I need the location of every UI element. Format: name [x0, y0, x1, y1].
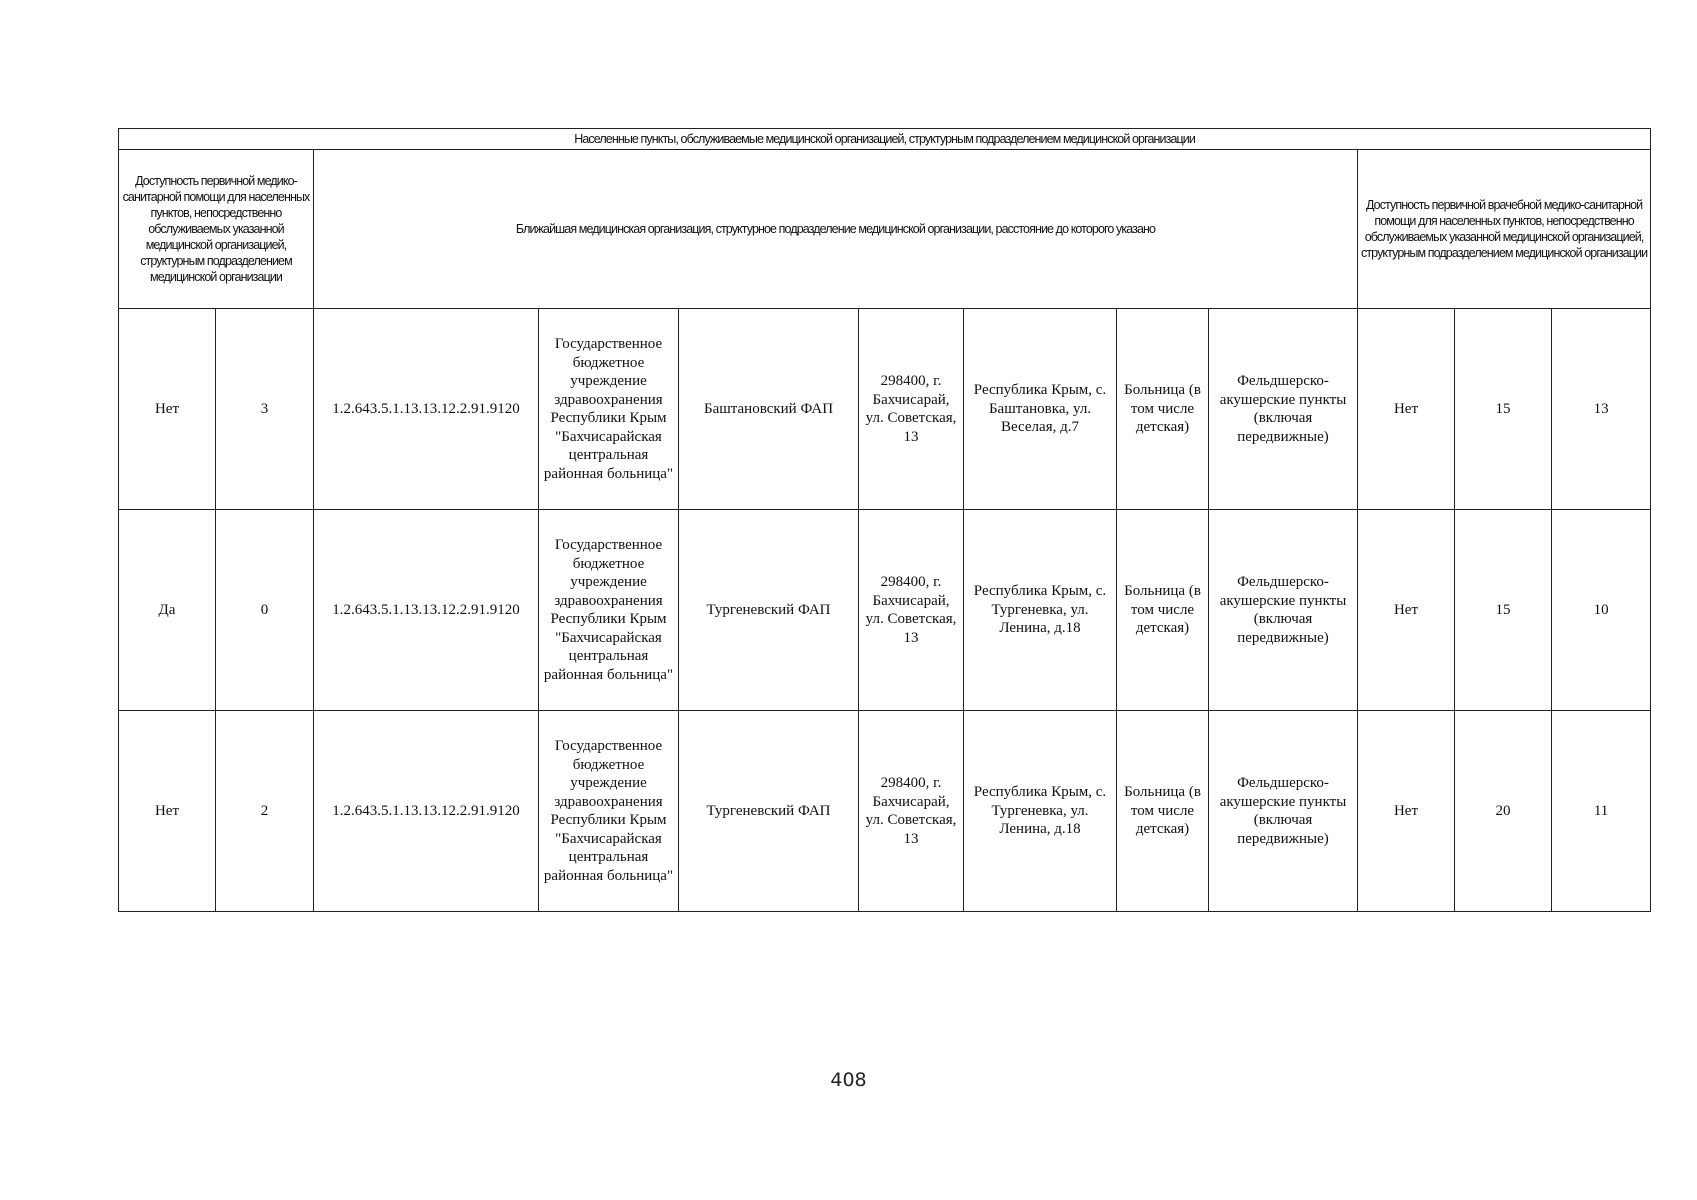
- cell-oid: 1.2.643.5.1.13.13.12.2.91.9120: [314, 711, 539, 912]
- header-primary-doctor-availability: Доступность первичной врачебной медико-санитарной помощи для населенных пунктов, непосредственно обслуживаемых указанной медицинской организацией, структурным подразделением медицинской организации: [1358, 150, 1651, 309]
- header-nearest-organization: Ближайшая медицинская организация, структурное подразделение медицинской организации, расстояние до которого указано: [314, 150, 1358, 309]
- cell-unit: Баштановский ФАП: [679, 309, 859, 510]
- cell-unit-address: Республика Крым, с. Тургеневка, ул. Ленина, д.18: [964, 510, 1117, 711]
- cell-org-address: 298400, г. Бахчисарай, ул. Советская, 13: [859, 711, 964, 912]
- cell-oid: 1.2.643.5.1.13.13.12.2.91.9120: [314, 510, 539, 711]
- cell-count: 2: [216, 711, 314, 912]
- cell-availability: Нет: [119, 309, 216, 510]
- page-number: 408: [830, 1069, 867, 1091]
- cell-unit-type: Фельдшерско-акушерские пункты (включая передвижные): [1209, 309, 1358, 510]
- table-row: [119, 309, 1651, 510]
- cell-value-2: 11: [1552, 711, 1651, 912]
- table-row: [119, 510, 1651, 711]
- cell-org-type: Больница (в том числе детская): [1117, 309, 1209, 510]
- table-row: [119, 711, 1651, 912]
- cell-value-2: 10: [1552, 510, 1651, 711]
- cell-unit-address: Республика Крым, с. Тургеневка, ул. Ленина, д.18: [964, 711, 1117, 912]
- table-top-header-row: [119, 129, 1651, 150]
- cell-value-1: 15: [1455, 309, 1552, 510]
- cell-primary-doctor-availability: Нет: [1358, 510, 1455, 711]
- cell-unit-address: Республика Крым, с. Баштановка, ул. Веселая, д.7: [964, 309, 1117, 510]
- cell-org-type: Больница (в том числе детская): [1117, 510, 1209, 711]
- header-primary-care-availability: Доступность первичной медико-санитарной помощи для населенных пунктов, непосредственно обслуживаемых указанной медицинской организацией, структурным подразделением медицинской организации: [119, 150, 314, 309]
- cell-unit: Тургеневский ФАП: [679, 711, 859, 912]
- cell-organization: Государственное бюджетное учреждение здравоохранения Республики Крым "Бахчисарайская центральная районная больница": [539, 309, 679, 510]
- cell-unit-type: Фельдшерско-акушерские пункты (включая передвижные): [1209, 711, 1358, 912]
- cell-availability: Да: [119, 510, 216, 711]
- cell-org-address: 298400, г. Бахчисарай, ул. Советская, 13: [859, 510, 964, 711]
- cell-org-type: Больница (в том числе детская): [1117, 711, 1209, 912]
- cell-value-1: 20: [1455, 711, 1552, 912]
- cell-primary-doctor-availability: Нет: [1358, 711, 1455, 912]
- cell-unit: Тургеневский ФАП: [679, 510, 859, 711]
- cell-unit-type: Фельдшерско-акушерские пункты (включая передвижные): [1209, 510, 1358, 711]
- cell-value-1: 15: [1455, 510, 1552, 711]
- cell-count: 0: [216, 510, 314, 711]
- cell-org-address: 298400, г. Бахчисарай, ул. Советская, 13: [859, 309, 964, 510]
- cell-primary-doctor-availability: Нет: [1358, 309, 1455, 510]
- cell-organization: Государственное бюджетное учреждение здравоохранения Республики Крым "Бахчисарайская центральная районная больница": [539, 510, 679, 711]
- table-header-row: [119, 150, 1651, 309]
- top-header-cell: Населенные пункты, обслуживаемые медицинской организацией, структурным подразделением медицинской организации: [119, 129, 1651, 150]
- cell-value-2: 13: [1552, 309, 1651, 510]
- cell-oid: 1.2.643.5.1.13.13.12.2.91.9120: [314, 309, 539, 510]
- cell-count: 3: [216, 309, 314, 510]
- settlements-table: [118, 128, 1651, 912]
- cell-availability: Нет: [119, 711, 216, 912]
- cell-organization: Государственное бюджетное учреждение здравоохранения Республики Крым "Бахчисарайская центральная районная больница": [539, 711, 679, 912]
